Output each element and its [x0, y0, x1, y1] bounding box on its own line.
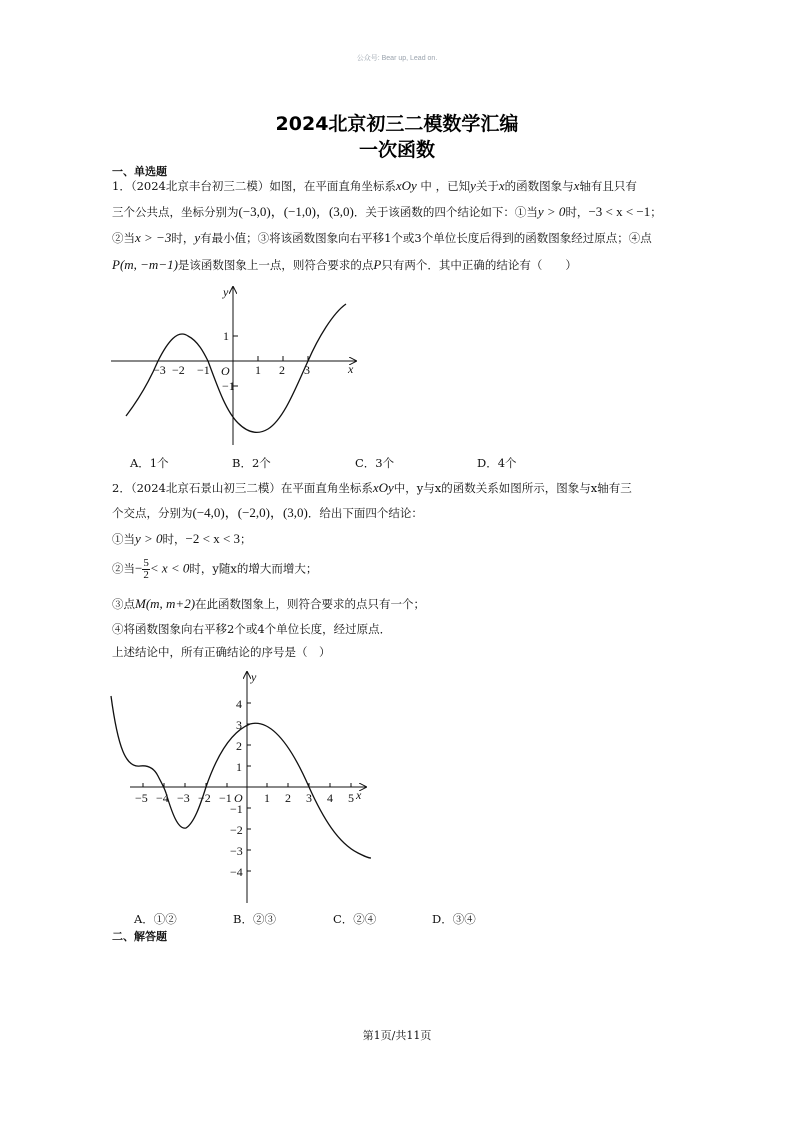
- q2-x-tick: 5: [348, 791, 354, 805]
- q2-x-tick: 1: [264, 791, 270, 805]
- q1-option-d[interactable]: D．4个: [477, 456, 517, 470]
- q2-question-ask: 上述结论中，所有正确结论的序号是（ ）: [112, 645, 331, 659]
- q1-x-tick: 1: [255, 363, 261, 377]
- q2-option-d[interactable]: D．③④: [432, 912, 476, 926]
- q2-conclusion-1: ①当y > 0时，−2 < x < 3；: [112, 531, 252, 546]
- q2-origin-label: O: [234, 791, 243, 805]
- q1-x-tick: 2: [279, 363, 285, 377]
- q2-y-tick: −3: [230, 844, 243, 858]
- document-title: 2024北京初三二模数学汇编: [275, 113, 519, 135]
- q2-x-tick: −1: [219, 791, 232, 805]
- q2-x-tick: −2: [198, 791, 211, 805]
- q2-y-label: y: [251, 670, 257, 684]
- q2-option-c[interactable]: C．②④: [333, 912, 377, 926]
- fraction-5-2: $\frac{5}{2}$: [143, 557, 149, 581]
- q2-y-tick: 2: [236, 739, 242, 753]
- q1-graph: [108, 283, 358, 453]
- q2-y-tick: 1: [236, 760, 242, 774]
- q1-x-tick: −1: [197, 363, 210, 377]
- q2-option-a[interactable]: A．①②: [134, 912, 177, 926]
- q2-y-tick: 4: [236, 697, 242, 711]
- q2-x-tick: −3: [177, 791, 190, 805]
- q2-y-tick: −4: [230, 865, 243, 879]
- q2-x-label: x: [356, 788, 362, 802]
- q2-x-tick: 3: [306, 791, 312, 805]
- q1-y-label: y: [223, 285, 229, 299]
- q1-option-b[interactable]: B．2个: [232, 456, 271, 470]
- document-subtitle: 一次函数: [358, 139, 435, 161]
- q1-x-tick: 3: [304, 363, 310, 377]
- q1-option-a[interactable]: A．1个: [130, 456, 169, 470]
- q2-x-tick: 4: [327, 791, 333, 805]
- q2-line-1: 2．（2024北京石景山初三二模）在平面直角坐标系xOy中，y与x的函数关系如图所示，图象与x轴有三: [112, 480, 632, 495]
- q2-conclusion-2: ②当− $\frac{5}{2}$ < x < 0时，y随x的增大而增大；: [112, 557, 318, 581]
- q2-y-tick: −2: [230, 823, 243, 837]
- q2-line-2: 个交点，分别为(−4,0)，(−2,0)，(3,0)．给出下面四个结论：: [112, 505, 423, 520]
- q1-line-1: 1．（2024北京丰台初三二模）如图，在平面直角坐标系xOy 中 ，已知y关于x的函数图象与x轴有且只有: [112, 178, 637, 193]
- q1-y-tick: 1: [223, 329, 229, 343]
- q2-graph: [108, 668, 373, 906]
- q1-x-tick: −2: [172, 363, 185, 377]
- q1-y-tick: −1: [222, 379, 235, 393]
- q1-x-label: x: [348, 362, 354, 376]
- q2-option-b[interactable]: B．②③: [233, 912, 276, 926]
- q1-line-3: ②当x > −3时，y有最小值；③将该函数图象向右平移1个或3个单位长度后得到的函数图象经过原点；④点: [112, 230, 652, 245]
- q1-x-tick: −3: [153, 363, 166, 377]
- q1-option-c[interactable]: C．3个: [355, 456, 395, 470]
- q2-conclusion-4: ④将函数图象向右平移2个或4个单位长度，经过原点．: [112, 622, 392, 636]
- q2-y-tick: 3: [236, 718, 242, 732]
- q2-x-tick: −5: [135, 791, 148, 805]
- section-heading-single-choice: 一、单选题: [112, 165, 167, 178]
- page-footer: 第1页/共11页: [362, 1029, 432, 1042]
- watermark: 公众号: Bear up, Lead on.: [356, 55, 438, 62]
- q2-x-tick: 2: [285, 791, 291, 805]
- q1-line-2: 三个公共点，坐标分别为(−3,0)，(−1,0)，(3,0)．关于该函数的四个结论如下：①当y > 0时，−3 < x < −1；: [112, 204, 662, 219]
- q1-origin-label: O: [221, 364, 230, 378]
- q2-x-tick: −4: [156, 791, 169, 805]
- q2-y-tick: −1: [230, 802, 243, 816]
- q1-line-4: P(m, −m−1)是该函数图象上一点，则符合要求的点P只有两个．其中正确的结论有（ ）: [112, 257, 577, 272]
- section-heading-answer: 二、解答题: [112, 930, 167, 943]
- q2-conclusion-3: ③点M(m, m+2)在此函数图象上，则符合要求的点只有一个；: [112, 596, 426, 611]
